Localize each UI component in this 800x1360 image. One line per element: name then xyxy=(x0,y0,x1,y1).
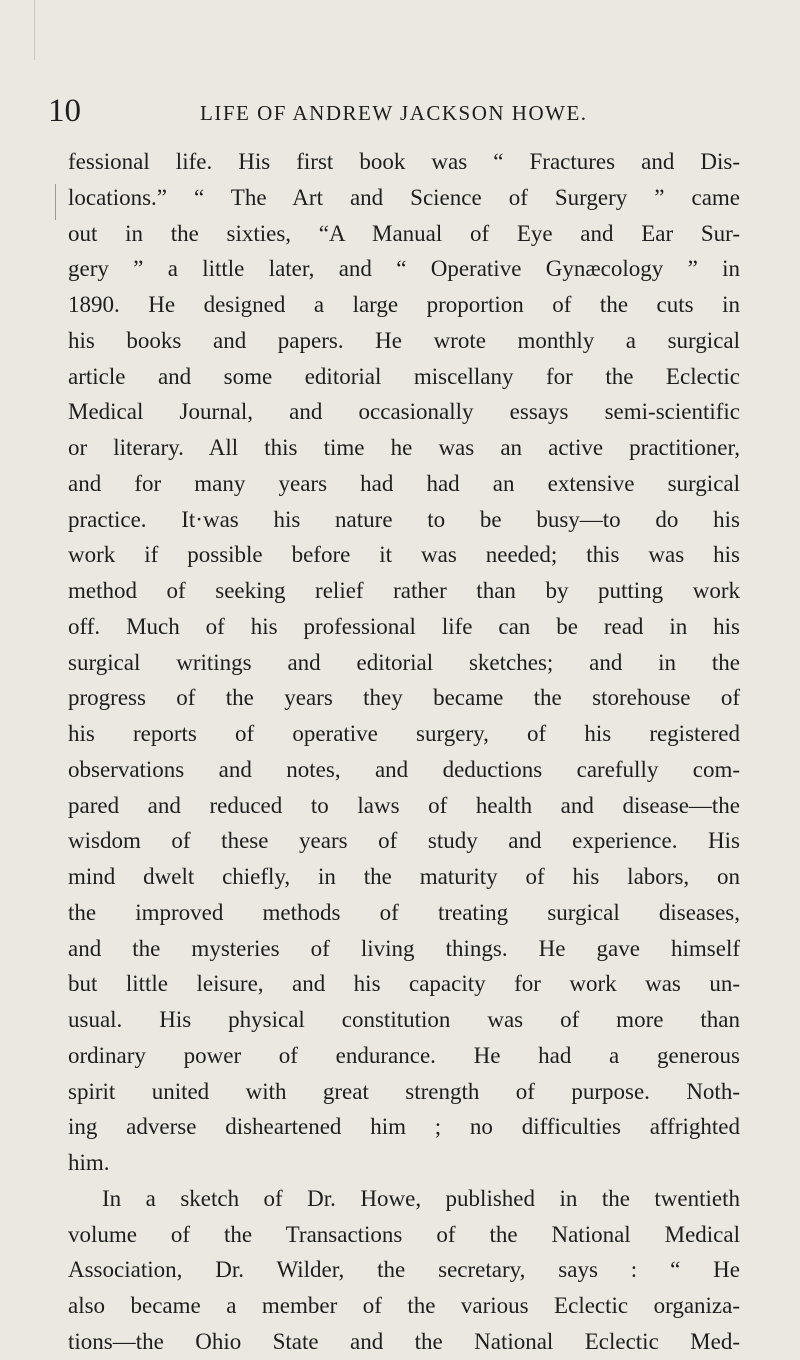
binding-shadow xyxy=(34,0,35,60)
text-line: work if possible before it was needed; this was his xyxy=(68,542,740,568)
text-line: and the mysteries of living things. He gave himself xyxy=(68,935,740,961)
text-line: gery ” a little later, and “ Operative Gynæcology ” in xyxy=(68,256,740,282)
text-line: pared and reduced to laws of health and disease—the xyxy=(68,792,740,818)
text-line: the improved methods of treating surgical diseases, xyxy=(68,899,740,925)
text-line: his books and papers. He wrote monthly a surgical xyxy=(68,327,740,353)
body-text xyxy=(68,144,740,1360)
text-line: tions—the Ohio State and the National Eclectic Med- xyxy=(68,1328,740,1354)
text-line: usual. His physical constitution was of more than xyxy=(68,1007,740,1032)
text-line: In a sketch of Dr. Howe, published in the twentieth xyxy=(102,1185,740,1211)
text-line: progress of the years they became the storehouse of xyxy=(68,685,740,711)
paragraph-2 xyxy=(68,1181,740,1360)
text-line: or literary. All this time he was an active practitioner, xyxy=(68,435,740,460)
text-line: surgical writings and editorial sketches; and in the xyxy=(68,649,740,675)
page-number: 10 xyxy=(48,93,81,129)
running-title: LIFE OF ANDREW JACKSON HOWE. xyxy=(200,101,588,125)
text-line: spirit united with great strength of purpose. Noth- xyxy=(68,1078,740,1104)
text-line: and for many years had had an extensive surgical xyxy=(68,470,740,496)
text-line: also became a member of the various Eclectic organiza- xyxy=(68,1293,740,1318)
margin-mark xyxy=(55,184,56,220)
text-line: him. xyxy=(68,1150,110,1175)
text-line: ordinary power of endurance. He had a generous xyxy=(68,1042,740,1068)
text-line: but little leisure, and his capacity for work was un- xyxy=(68,971,740,997)
text-line: off. Much of his professional life can be read in his xyxy=(68,613,740,639)
paragraph-1 xyxy=(68,144,740,1181)
text-line: out in the sixties, “A Manual of Eye and Ear Sur- xyxy=(68,220,740,246)
text-line: mind dwelt chiefly, in the maturity of his labors, on xyxy=(68,864,740,889)
text-line: observations and notes, and deductions carefully com- xyxy=(68,756,740,782)
text-line: method of seeking relief rather than by putting work xyxy=(68,578,740,603)
text-line: fessional life. His first book was “ Fractures and Dis- xyxy=(68,149,740,174)
text-line: his reports of operative surgery, of his registered xyxy=(68,721,740,746)
page-header xyxy=(48,91,738,131)
text-line: article and some editorial miscellany for the Eclectic xyxy=(68,363,740,389)
text-line: locations.” “ The Art and Science of Surgery ” came xyxy=(68,184,740,210)
text-line: wisdom of these years of study and experience. His xyxy=(68,828,740,854)
text-line: ing adverse disheartened him ; no difficulties affrighted xyxy=(68,1114,740,1140)
text-line: Association, Dr. Wilder, the secretary, says : “ He xyxy=(68,1257,740,1283)
text-line: volume of the Transactions of the National Medical xyxy=(68,1221,740,1247)
text-line: practice. It·was his nature to be busy—to do his xyxy=(68,506,740,532)
text-line: 1890. He designed a large proportion of the cuts in xyxy=(68,292,740,317)
text-line: Medical Journal, and occasionally essays semi-scientific xyxy=(68,399,740,425)
